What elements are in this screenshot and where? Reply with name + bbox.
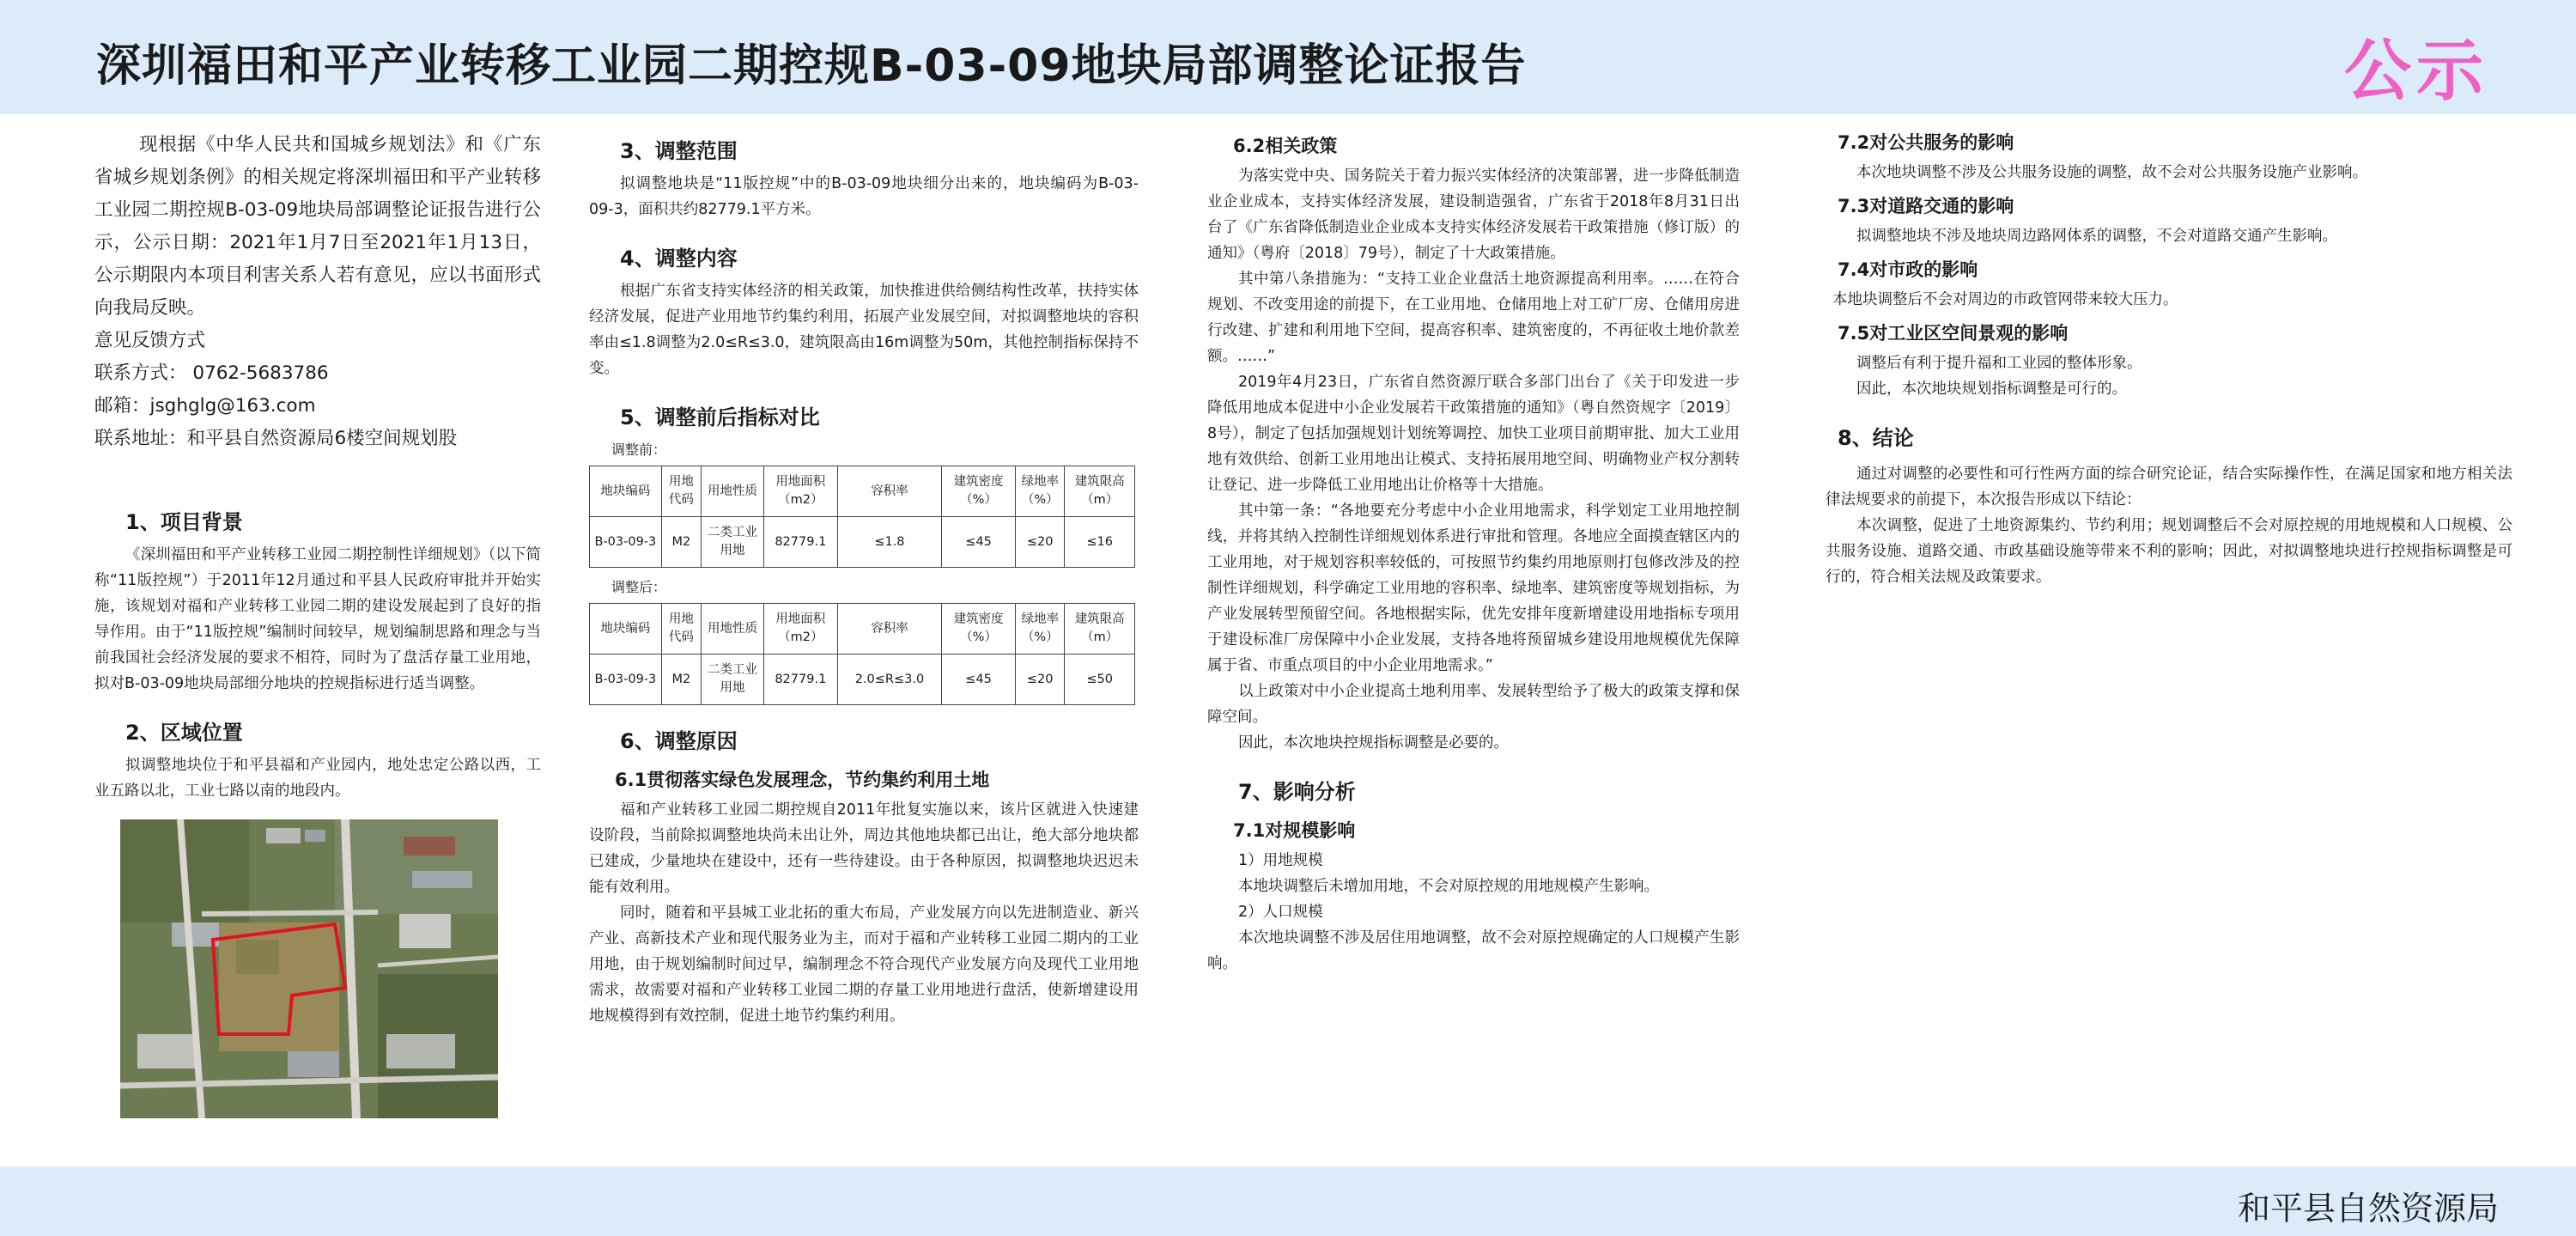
population-scale-label: 2）人口规模 <box>1238 904 1323 921</box>
section-7-2-body: 本次地块调整不涉及公共服务设施的调整，故不会对公共服务设施产业影响。 <box>1856 164 2367 181</box>
conclusion-para-1: 通过对调整的必要性和可行性两方面的综合研究论证，结合实际操作性，在满足国家和地方相关法律法规要求的前提下，本次报告形成以下结论： <box>1826 466 2512 508</box>
policy-para-5: 以上政策对中小企业提高土地利用率、发展转型给予了极大的政策支撑和保障空间。 <box>1207 683 1740 726</box>
header-cell: 绿地率（%） <box>1016 466 1065 517</box>
header-cell: 用地性质 <box>702 604 764 655</box>
header-cell: 建筑限高（m） <box>1065 604 1135 655</box>
header-cell: 地块编码 <box>590 604 662 655</box>
section-7-5-title: 7.5对工业区空间景观的影响 <box>1838 323 2069 344</box>
column-4 <box>1826 129 2512 590</box>
header-cell: 建筑密度（%） <box>942 604 1016 655</box>
population-scale-body: 本次地块调整不涉及居住用地调整，故不会对原控规确定的人口规模产生影响。 <box>1207 929 1740 972</box>
cell: B-03-09-3 <box>590 655 662 705</box>
header-cell: 绿地率（%） <box>1016 604 1065 655</box>
header-cell: 用地性质 <box>702 466 764 517</box>
publicity-badge: 公示 <box>2344 33 2489 110</box>
index-table-after <box>589 603 1135 705</box>
footer-organization: 和平县自然资源局 <box>2238 1190 2500 1227</box>
cell: ≤45 <box>942 655 1016 705</box>
policy-para-4: 其中第一条：“各地要充分考虑中小企业用地需求，科学划定工业用地控制线，并将其纳入控制性详细规划体系进行审批和管理。各地应全面摸查辖区内的工业用地，对于规划容积率较低的，可按照节约集约用地原则打包修改涉及的控制性详细规划，科学确定工业用地的容积率、绿地率、建筑密度等规划指标，为产业发展转型预留空间。各地根据实际，优先安排年度新增建设用地指标专项用于建设标准厂房保障中小企业发展，支持各地将预留城乡建设用地规模优先保障属于省、市重点项目的中小企业用地需求。” <box>1207 502 1740 674</box>
policy-para-1: 为落实党中央、国务院关于着力振兴实体经济的决策部署，进一步降低制造业企业成本，支持实体经济发展，建设制造强省，广东省于2018年8月31日出台了《广东省降低制造业企业成本支持实体经济发展若干政策措施（修订版）的通知》（粤府〔2018〕79号），制定了十大政策措施。 <box>1207 167 1740 262</box>
header-cell: 地块编码 <box>590 466 662 517</box>
section-2-title: 2、区域位置 <box>125 721 243 745</box>
section-6-title: 6、调整原因 <box>620 729 738 753</box>
cell: M2 <box>661 655 701 705</box>
location-aerial-map <box>120 819 498 1118</box>
policy-para-3: 2019年4月23日，广东省自然资源厅联合多部门出台了《关于印发进一步降低用地成本促进中小企业发展若干政策措施的通知》（粤自然资规字〔2019〕8号），制定了包括加强规划计划统筹调控、加快工业项目前期审批、加大工业用地有效供给、创新工业用地出让模式、支持拓展用地空间、明确物业产权分割转让登记、进一步降低工业用地出让价格等十大措施。 <box>1207 374 1740 494</box>
section-3-title: 3、调整范围 <box>620 139 738 163</box>
cell: ≤20 <box>1016 517 1065 568</box>
header-cell: 建筑密度（%） <box>942 466 1016 517</box>
section-7-5-body-2: 因此，本次地块规划指标调整是可行的。 <box>1856 381 2127 398</box>
section-1-title: 1、项目背景 <box>125 510 243 534</box>
policy-para-2: 其中第八条措施为：“支持工业企业盘活土地资源提高利用率。……在符合规划、不改变用途的前提下，在工业用地、仓储用地上对工矿厂房、仓储用房进行改建、扩建和利用地下空间，提高容积率、建筑密度的，不再征收土地价款差额。……” <box>1207 271 1740 365</box>
header-cell: 容积率 <box>837 604 941 655</box>
land-scale-body: 本地块调整后未增加用地，不会对原控规的用地规模产生影响。 <box>1238 878 1659 895</box>
section-6-2-title: 6.2相关政策 <box>1233 136 1338 156</box>
cell: ≤45 <box>942 517 1016 568</box>
header-cell: 容积率 <box>837 466 941 517</box>
cell: ≤16 <box>1065 517 1135 568</box>
section-4-title: 4、调整内容 <box>620 247 738 271</box>
section-7-4-body: 本地块调整后不会对周边的市政管网带来较大压力。 <box>1832 291 2178 308</box>
section-8-title: 8、结论 <box>1838 426 1914 450</box>
table-header-row <box>590 466 1135 517</box>
section-7-3-title: 7.3对道路交通的影响 <box>1838 196 2014 216</box>
table-header-row <box>590 604 1135 655</box>
cell: 82779.1 <box>763 655 837 705</box>
column-1 <box>94 129 541 1118</box>
section-1-body: 《深圳福田和平产业转移工业园二期控制性详细规划》（以下简称“11版控规”）于2011年12月通过和平县人民政府审批并开始实施，该规划对福和产业转移工业园二期的建设发展起到了良好的指导作用。由于“11版控规”编制时间较早，规划编制思路和理念与当前我国社会经济发展的要求不相符，同时为了盘活存量工业用地，拟对B-03-09地块局部细分地块的控规指标进行适当调整。 <box>94 546 541 692</box>
before-label: 调整前： <box>611 441 667 458</box>
feedback-label: 意见反馈方式 <box>94 330 206 351</box>
cell: 二类工业用地 <box>702 517 764 568</box>
section-6-1-para-1: 福和产业转移工业园二期控规自2011年批复实施以来，该片区就进入快速建设阶段，当前除拟调整地块尚未出让外，周边其他地块都已出让，绝大部分地块都已建成，少量地块在建设中，还有一些待建设。由于各种原因，拟调整地块迟迟未能有效利用。 <box>589 801 1139 896</box>
section-7-4-title: 7.4对市政的影响 <box>1838 259 1978 280</box>
section-4-body: 根据广东省支持实体经济的相关政策，加快推进供给侧结构性改革，扶持实体经济发展，促进产业用地节约集约利用，拓展产业发展空间，对拟调整地块的容积率由≤1.8调整为2.0≤R≤3.0，建筑限高由16m调整为50m，其他控制指标保持不变。 <box>589 283 1139 377</box>
cell: 二类工业用地 <box>702 655 764 705</box>
column-2 <box>589 129 1139 1029</box>
footer-band <box>0 1166 2576 1236</box>
table-row <box>590 655 1135 705</box>
section-6-1-para-2: 同时，随着和平县城工业北拓的重大布局，产业发展方向以先进制造业、新兴产业、高新技术产业和现代服务业为主，而对于福和产业转移工业园二期内的工业用地，由于规划编制时间过早，编制理念不符合现代产业发展方向及现代工业用地需求，故需要对福和产业转移工业园二期的存量工业用地进行盘活，使新增建设用地规模得到有效控制，促进土地节约集约利用。 <box>589 904 1139 1025</box>
cell: 2.0≤R≤3.0 <box>837 655 941 705</box>
section-7-title: 7、影响分析 <box>1238 780 1356 804</box>
intro-paragraph: 现根据《中华人民共和国城乡规划法》和《广东省城乡规划条例》的相关规定将深圳福田和平产业转移工业园二期控规B-03-09地块局部调整论证报告进行公示，公示日期：2021年1月7日至2021年1月13日，公示期限内本项目利害关系人若有意见，应以书面形式向我局反映。 <box>94 134 541 319</box>
cell: ≤20 <box>1016 655 1065 705</box>
header-cell: 用地代码 <box>661 466 701 517</box>
index-table-before <box>589 466 1135 568</box>
table-row <box>590 517 1135 568</box>
section-6-1-title: 6.1贯彻落实绿色发展理念，节约集约利用土地 <box>615 770 990 790</box>
column-3 <box>1207 129 1740 977</box>
contact-phone: 联系方式： 0762-5683786 <box>94 362 329 384</box>
section-5-title: 5、调整前后指标对比 <box>620 405 820 429</box>
cell: 82779.1 <box>763 517 837 568</box>
cell: B-03-09-3 <box>590 517 662 568</box>
contact-address: 联系地址：和平县自然资源局6楼空间规划股 <box>94 428 458 449</box>
header-cell: 用地面积（m2） <box>763 466 837 517</box>
section-7-2-title: 7.2对公共服务的影响 <box>1838 132 2014 153</box>
header-cell: 用地代码 <box>661 604 701 655</box>
conclusion-para-2: 本次调整，促进了土地资源集约、节约利用；规划调整后不会对原控规的用地规模和人口规模、公共服务设施、道路交通、市政基础设施等带来不利的影响；因此，对拟调整地块进行控规指标调整是可行的，符合相关法规及政策要求。 <box>1826 517 2512 586</box>
cell: ≤50 <box>1065 655 1135 705</box>
section-3-body: 拟调整地块是“11版控规”中的B-03-09地块细分出来的，地块编码为B-03-09-3，面积共约82779.1平方米。 <box>589 175 1139 218</box>
land-scale-label: 1）用地规模 <box>1238 852 1323 869</box>
cell: M2 <box>661 517 701 568</box>
section-7-5-body-1: 调整后有利于提升福和工业园的整体形象。 <box>1856 355 2142 372</box>
section-2-body: 拟调整地块位于和平县福和产业园内，地处忠定公路以西，工业五路以北，工业七路以南的地段内。 <box>94 757 541 800</box>
section-7-1-title: 7.1对规模影响 <box>1233 820 1356 841</box>
header-cell: 建筑限高（m） <box>1065 466 1135 517</box>
contact-email: 邮箱：jsghglg@163.com <box>94 395 316 417</box>
cell: ≤1.8 <box>837 517 941 568</box>
page-title: 深圳福田和平产业转移工业园二期控规B-03-09地块局部调整论证报告 <box>96 40 1527 92</box>
after-label: 调整后： <box>611 579 667 595</box>
policy-para-6: 因此，本次地块控规指标调整是必要的。 <box>1238 734 1509 752</box>
header-cell: 用地面积（m2） <box>763 604 837 655</box>
section-7-3-body: 拟调整地块不涉及地块周边路网体系的调整，不会对道路交通产生影响。 <box>1856 228 2337 245</box>
